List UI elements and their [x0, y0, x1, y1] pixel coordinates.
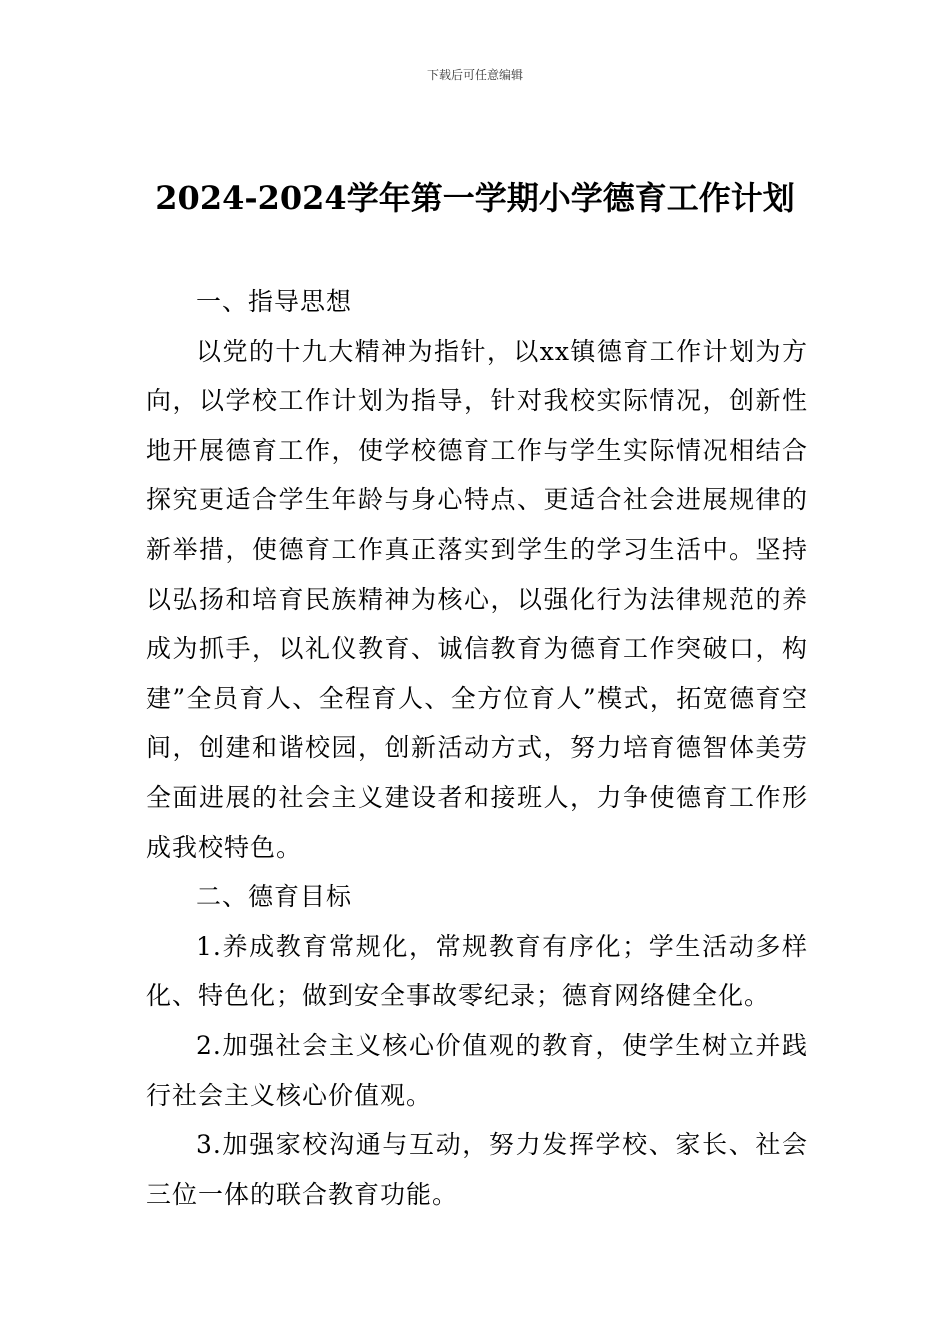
goal-item-2: 2.加强社会主义核心价值观的教育，使学生树立并践行社会主义核心价值观。: [146, 1030, 808, 1110]
section-heading-moral-goals: 二、德育目标: [196, 882, 353, 912]
goal-item-3: 3.加强家校沟通与互动，努力发挥学校、家长、社会三位一体的联合教育功能。: [146, 1130, 808, 1209]
document-title: 2024-2024学年第一学期小学德育工作计划: [155, 179, 795, 217]
document-body: [146, 277, 808, 1219]
header-note: 下载后可任意编辑: [426, 68, 523, 82]
paragraph-guiding-thought: 以党的十九大精神为指针，以xx镇德育工作计划为方向，以学校工作计划为指导，针对我校实际情况，创新性地开展德育工作，使学校德育工作与学生实际情况相结合探究更适合学生年龄与身心特点、更适合社会进展规律的新举措，使德育工作真正落实到学生的学习生活中。坚持以弘扬和培育民族精神为核心，以强化行为法律规范的养成为抓手，以礼仪教育、诚信教育为德育工作突破口，构建”全员育人、全程育人、全方位育人”模式，拓宽德育空间，创建和谐校园，创新活动方式，努力培育德智体美劳全面进展的社会主义建设者和接班人，力争使德育工作形成我校特色。: [146, 336, 808, 862]
goal-item-1: 1.养成教育常规化，常规教育有序化；学生活动多样化、特色化；做到安全事故零纪录；德育网络健全化。: [146, 931, 808, 1011]
section-heading-guiding-thought: 一、指导思想: [196, 287, 353, 316]
